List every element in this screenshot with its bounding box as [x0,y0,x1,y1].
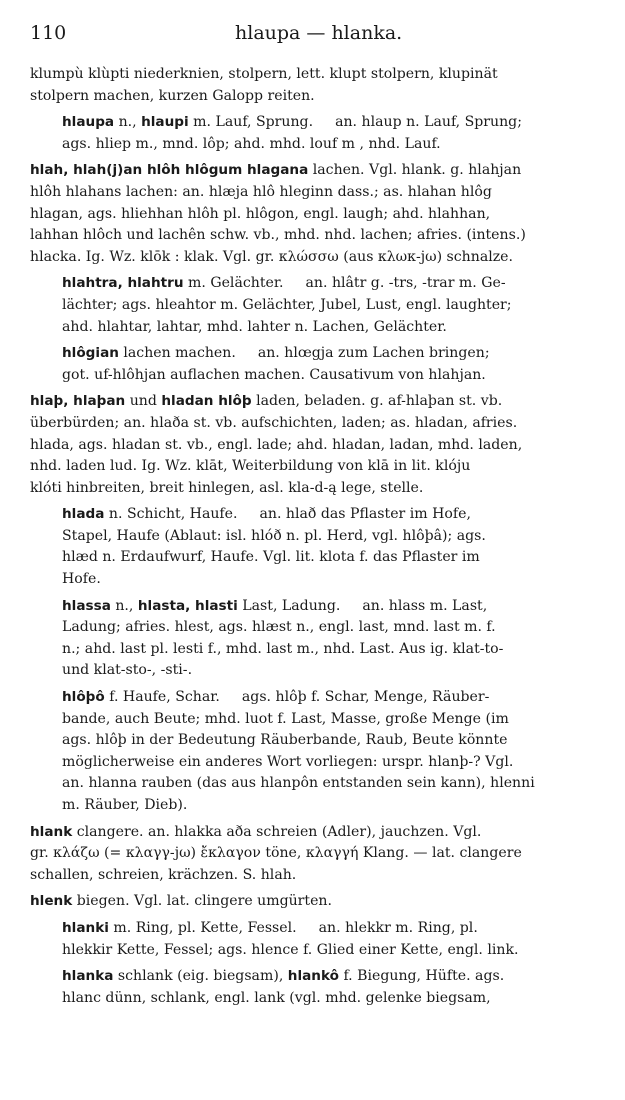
entry-line [62,596,605,618]
sub-entry [30,596,605,682]
headword: hlada [62,506,105,523]
entry-text: Hofe. [62,571,101,588]
entry-line [62,526,605,548]
entry-text: klóti hinbreiten, breit hinlegen, asl. kla-d-ą lege, stelle. [30,479,424,496]
entry [30,822,605,887]
entry-text: m. Lauf, Sprung. [188,114,314,131]
entry-line [30,225,605,247]
entry-text: möglicherweise ein anderes Wort vorliegen: urspr. hlanþ-? Vgl. [62,753,514,770]
headword: hlah, hlah(j)an hlôh hlôgum hlagana [30,162,309,179]
entry-text: clangere. an. hlakka aða schreien (Adler), jauchzen. Vgl. [72,823,482,840]
entry-text: bande, auch Beute; mhd. luot f. Last, Masse, große Menge (im [62,710,509,727]
entry-line [30,413,605,435]
running-title: hlaupa — hlanka. [235,22,403,44]
entry-text: schlank (eig. biegsam), [113,968,288,985]
entry-text: hlanc dünn, schlank, engl. lank (vgl. mhd. gelenke biegsam, [62,989,491,1006]
entry-line [62,966,605,988]
headword: hlahtra, hlahtru [62,275,184,292]
entry-text: an. hlœgja zum Lachen bringen; [257,345,490,362]
entry-line [62,343,605,365]
entry-line [62,687,605,709]
entry-line [62,639,605,661]
headword: hlanki [62,919,109,936]
headword: hlankô [287,968,339,985]
entry-text: an. hlass m. Last, [362,597,488,614]
entry-line [62,617,605,639]
entry-text: klumpù klùpti niederknien, stolpern, lett. klupt stolpern, klupinät [30,66,498,82]
entry-text: schallen, schreien, krächzen. S. hlah. [30,866,297,883]
entry-text: n. Schicht, Haufe. [104,506,238,523]
entry-text: gr. κλάζω (= κλαγγ-jω) ἔκλαγον töne, κλαγγή Klang. — lat. clangere [30,845,522,862]
headword: hlôþô [62,689,105,706]
entry-list [30,64,605,1014]
entry-text: ags. hlôþ in der Bedeutung Räuberbande, Raub, Beute könnte [62,732,508,749]
entry-text: überbürden; an. hlaða st. vb. aufschichten, laden; as. hladan, afries. [30,414,518,431]
sub-entry [30,112,605,155]
entry [30,160,605,268]
entry-text: hlacka. Ig. Wz. klōk : klak. Vgl. gr. κλώσσω (aus κλωκ-jω) schnalze. [30,248,513,265]
headword: hlasta, hlasti [137,597,238,614]
page-number: 110 [30,22,67,44]
entry-text: ahd. hlahtar, lahtar, mhd. lahter n. Lachen, Gelächter. [62,318,447,335]
entry-line [30,160,605,182]
entry-text: m. Räuber, Dieb). [62,797,188,813]
entry-line [62,918,605,940]
entry-text: n.; ahd. last pl. lesti f., mhd. last m., nhd. Last. Aus ig. klat-to- [62,640,504,657]
entry-text: f. Biegung, Hüfte. ags. [338,968,505,985]
headword: hladan hlôþ [161,393,252,410]
entry-line [62,940,605,962]
entry-line [30,843,605,865]
sub-entry [30,343,605,386]
entry-line [62,134,605,156]
entry-line [62,365,605,387]
entry [30,391,605,499]
sub-entry [30,966,605,1009]
entry-line [30,182,605,204]
entry-text: m. Gelächter. [183,275,284,292]
entry-line [62,795,605,817]
entry-text: hlada, ags. hladan st. vb., engl. lade; ahd. hladan, ladan, mhd. laden, [30,436,523,453]
headword: hlaþ, hlaþan [30,393,126,410]
running-head [30,22,605,50]
entry-line [30,86,605,108]
entry-text: n., [110,597,138,614]
entry-line [30,435,605,457]
entry-text: hlekkir Kette, Fessel; ags. hlence f. Glied einer Kette, engl. link. [62,941,519,958]
entry-text: Ladung; afries. hlest, ags. hlæst n., engl. last, mnd. last m. f. [62,619,496,636]
entry-text: ags. hlôþ f. Schar, Menge, Räuber- [241,689,490,706]
entry-line [30,391,605,413]
entry-line [62,569,605,591]
headword: hlanka [62,968,114,985]
entry-text: hlagan, ags. hliehhan hlôh pl. hlôgon, engl. laugh; ahd. hlahhan, [30,205,491,222]
entry-line [62,112,605,134]
entry-text: got. uf-hlôhjan auflachen machen. Causativum von hlahjan. [62,366,486,383]
entry-text: an. hlâtr g. -trs, -trar m. Ge- [305,275,506,292]
sub-entry [30,273,605,338]
entry-text: f. Haufe, Schar. [104,689,220,706]
sub-entry [30,918,605,961]
entry [30,891,605,913]
entry-text: und [125,393,162,410]
entry-text: hlôh hlahans lachen: an. hlæja hlô hleginn dass.; as. hlahan hlôg [30,183,492,200]
entry-line [62,504,605,526]
entry-text: lachen. Vgl. hlank. g. hlahjan [308,162,522,179]
entry-text: biegen. Vgl. lat. clingere umgürten. [72,893,332,910]
entry-text: Stapel, Haufe (Ablaut: isl. hlóð n. pl. Herd, vgl. hlôþâ); ags. [62,527,486,544]
entry-line [62,988,605,1010]
entry-line [30,456,605,478]
entry-line [62,709,605,731]
entry-text: an. hlað das Pflaster im Hofe, [259,506,471,523]
entry-text: laden, beladen. g. af-hlaþan st. vb. [251,393,503,410]
headword: hlassa [62,597,111,614]
headword: hlaupi [141,114,189,131]
entry-line [62,752,605,774]
sub-entry [30,504,605,590]
entry-line [30,822,605,844]
entry-text: nhd. laden lud. Ig. Wz. klāt, Weiterbildung von klā in lit. klóju [30,458,471,475]
entry-text: m. Ring, pl. Kette, Fessel. [108,919,297,936]
entry-line [62,547,605,569]
entry-line [30,891,605,913]
entry-text: lachen machen. [118,345,236,362]
entry-line [62,295,605,317]
entry-line [62,317,605,339]
entry-line [62,730,605,752]
entry-line [62,660,605,682]
sub-entry [30,687,605,817]
entry-line [30,64,605,86]
entry-text: lahhan hlôch und lachên schw. vb., mhd. nhd. lachen; afries. (intens.) [30,227,526,244]
headword: hlaupa [62,114,115,131]
headword: hlank [30,823,73,840]
entry-line [30,247,605,269]
entry-line [30,204,605,226]
entry-text: an. hlekkr m. Ring, pl. [318,919,478,936]
entry-text: n., [114,114,142,131]
entry-text: und klat-sto-, -sti-. [62,662,193,679]
entry-text: Last, Ladung. [237,597,341,614]
entry-line [30,865,605,887]
entry-line [30,478,605,500]
entry [30,64,605,107]
entry-text: stolpern machen, kurzen Galopp reiten. [30,87,315,104]
entry-text: lächter; ags. hleahtor m. Gelächter, Jubel, Lust, engl. laughter; [62,296,512,313]
entry-text: an. hlaup n. Lauf, Sprung; [335,114,522,131]
entry-text: ags. hliep m., mnd. lôp; ahd. mhd. louf m , nhd. Lauf. [62,135,441,152]
entry-line [62,773,605,795]
entry-text: an. hlanna rauben (das aus hlanpôn entstanden sein kann), hlenni [62,775,535,792]
entry-line [62,273,605,295]
entry-text: hlæd n. Erdaufwurf, Haufe. Vgl. lit. klota f. das Pflaster im [62,549,480,566]
headword: hlôgian [62,345,119,362]
headword: hlenk [30,893,73,910]
